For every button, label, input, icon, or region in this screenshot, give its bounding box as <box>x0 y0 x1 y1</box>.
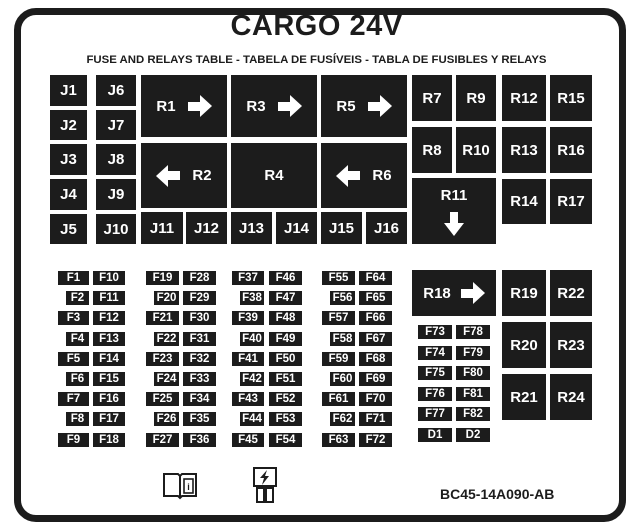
relay-r4: R4 <box>231 143 317 208</box>
connector-j16: J16 <box>366 212 407 244</box>
fuse-f72: F72 <box>359 433 392 447</box>
relay-r24: R24 <box>550 374 592 420</box>
fuse-f34: F34 <box>183 392 216 406</box>
relay-r18 <box>412 270 496 316</box>
fuse-f71: F71 <box>359 412 392 426</box>
relay-r16: R16 <box>550 127 592 173</box>
relay-r19: R19 <box>502 270 546 316</box>
fuse-f25: F25 <box>146 392 179 406</box>
fuse-f7: F7 <box>58 392 89 406</box>
fuse-f30: F30 <box>183 311 216 325</box>
fuse-f80: F80 <box>456 366 490 380</box>
fuse-f14: F14 <box>93 352 125 366</box>
relay-r6 <box>321 143 407 208</box>
fuse-f40: F40 <box>240 332 264 346</box>
fuse-f20: F20 <box>154 291 179 305</box>
fuse-f65: F65 <box>359 291 392 305</box>
fuse-f77: F77 <box>418 407 452 421</box>
fuse-f22: F22 <box>154 332 179 346</box>
fuse-f68: F68 <box>359 352 392 366</box>
connector-j7: J7 <box>96 110 136 140</box>
fuse-f5: F5 <box>58 352 89 366</box>
fuse-f60: F60 <box>330 372 355 386</box>
fuse-f73: F73 <box>418 325 452 339</box>
fuse-f15: F15 <box>93 372 125 386</box>
fuse-f44: F44 <box>240 412 264 426</box>
fuse-f58: F58 <box>330 332 355 346</box>
svg-text:i: i <box>187 482 190 492</box>
fuse-f51: F51 <box>269 372 302 386</box>
fuse-f12: F12 <box>93 311 125 325</box>
fuse-f17: F17 <box>93 412 125 426</box>
arrow-left-icon <box>156 165 180 187</box>
relay-r2-label: R2 <box>192 167 212 184</box>
fuse-f70: F70 <box>359 392 392 406</box>
relay-r15: R15 <box>550 75 592 121</box>
fuse-f4: F4 <box>66 332 89 346</box>
relay-r20: R20 <box>502 322 546 368</box>
connector-j9: J9 <box>96 179 136 210</box>
fuse-f26: F26 <box>154 412 179 426</box>
fuse-f19: F19 <box>146 271 179 285</box>
arrow-right-icon <box>278 95 302 117</box>
subtitle: FUSE AND RELAYS TABLE - TABELA DE FUSÍVEIS - TABLA DE FUSIBLES Y RELAYS <box>86 54 547 66</box>
fuse-f74: F74 <box>418 346 452 360</box>
fuse-f3: F3 <box>58 311 89 325</box>
fuse-d1: D1 <box>418 428 452 442</box>
part-code: BC45-14A090-AB <box>440 486 555 502</box>
relay-r5 <box>321 75 407 137</box>
manual-book-icon <box>162 470 198 500</box>
fuse-f31: F31 <box>183 332 216 346</box>
fuse-f11: F11 <box>93 291 125 305</box>
relay-r11 <box>412 178 496 244</box>
connector-j15: J15 <box>321 212 362 244</box>
fuse-f82: F82 <box>456 407 490 421</box>
fuse-d2: D2 <box>456 428 490 442</box>
arrow-right-icon <box>368 95 392 117</box>
fuse-f67: F67 <box>359 332 392 346</box>
connector-j6: J6 <box>96 75 136 106</box>
fuse-f69: F69 <box>359 372 392 386</box>
fuse-f57: F57 <box>322 311 355 325</box>
fuse-f48: F48 <box>269 311 302 325</box>
fuse-f53: F53 <box>269 412 302 426</box>
fuse-f2: F2 <box>66 291 89 305</box>
connector-j3: J3 <box>50 144 87 175</box>
fuse-f28: F28 <box>183 271 216 285</box>
relay-r9: R9 <box>456 75 496 121</box>
fuse-f81: F81 <box>456 387 490 401</box>
fuse-f47: F47 <box>269 291 302 305</box>
connector-j12: J12 <box>186 212 227 244</box>
fuse-f35: F35 <box>183 412 216 426</box>
fuse-f56: F56 <box>330 291 355 305</box>
fuse-f49: F49 <box>269 332 302 346</box>
relay-r5-label: R5 <box>336 97 356 115</box>
fuse-f45: F45 <box>232 433 264 447</box>
fuse-f64: F64 <box>359 271 392 285</box>
relay-r7: R7 <box>412 75 452 121</box>
connector-j8: J8 <box>96 144 136 175</box>
page-title: CARGO 24V <box>230 10 403 42</box>
connector-j10: J10 <box>96 214 136 244</box>
connector-j14: J14 <box>276 212 317 244</box>
fuse-f23: F23 <box>146 352 179 366</box>
fuse-f8: F8 <box>66 412 89 426</box>
fuse-f9: F9 <box>58 433 89 447</box>
fuse-f16: F16 <box>93 392 125 406</box>
relay-r13: R13 <box>502 127 546 173</box>
arrow-left-icon <box>336 165 360 187</box>
fuse-f43: F43 <box>232 392 264 406</box>
connector-j5: J5 <box>50 214 87 244</box>
fuse-f63: F63 <box>322 433 355 447</box>
connector-j13: J13 <box>231 212 272 244</box>
relay-r14: R14 <box>502 179 546 224</box>
fuse-f18: F18 <box>93 433 125 447</box>
relay-r17: R17 <box>550 179 592 224</box>
fuse-f79: F79 <box>456 346 490 360</box>
connector-j1: J1 <box>50 75 87 106</box>
relay-r6-label: R6 <box>372 167 392 184</box>
arrow-right-icon <box>461 282 485 304</box>
relay-r1 <box>141 75 227 137</box>
battery-fuse-icon <box>252 466 278 504</box>
arrow-right-icon <box>188 95 212 117</box>
relay-r21: R21 <box>502 374 546 420</box>
fuse-f27: F27 <box>146 433 179 447</box>
arrow-down-icon <box>444 212 464 236</box>
connector-j4: J4 <box>50 179 87 210</box>
fuse-f24: F24 <box>154 372 179 386</box>
fuse-f75: F75 <box>418 366 452 380</box>
fuse-f6: F6 <box>66 372 89 386</box>
fuse-f29: F29 <box>183 291 216 305</box>
relay-r23: R23 <box>550 322 592 368</box>
fuse-f13: F13 <box>93 332 125 346</box>
fuse-f78: F78 <box>456 325 490 339</box>
relay-r3-label: R3 <box>246 97 266 115</box>
fuse-f10: F10 <box>93 271 125 285</box>
relay-r12: R12 <box>502 75 546 121</box>
fuse-f32: F32 <box>183 352 216 366</box>
fuse-f37: F37 <box>232 271 264 285</box>
connector-j11: J11 <box>141 212 183 244</box>
fuse-f42: F42 <box>240 372 264 386</box>
fuse-f66: F66 <box>359 311 392 325</box>
fuse-f21: F21 <box>146 311 179 325</box>
fuse-f52: F52 <box>269 392 302 406</box>
fuse-f54: F54 <box>269 433 302 447</box>
fuse-f76: F76 <box>418 387 452 401</box>
relay-r2 <box>141 143 227 208</box>
fuse-f55: F55 <box>322 271 355 285</box>
relay-r3 <box>231 75 317 137</box>
fuse-f41: F41 <box>232 352 264 366</box>
fuse-f36: F36 <box>183 433 216 447</box>
fuse-f38: F38 <box>240 291 264 305</box>
fuse-f1: F1 <box>58 271 89 285</box>
fuse-f61: F61 <box>322 392 355 406</box>
relay-r22: R22 <box>550 270 592 316</box>
fuse-f59: F59 <box>322 352 355 366</box>
fuse-f33: F33 <box>183 372 216 386</box>
relay-r1-label: R1 <box>156 97 176 115</box>
relay-r18-label: R18 <box>423 284 451 302</box>
fuse-f46: F46 <box>269 271 302 285</box>
relay-r8: R8 <box>412 127 452 173</box>
fuse-f39: F39 <box>232 311 264 325</box>
relay-r11-label: R11 <box>440 186 468 204</box>
connector-j2: J2 <box>50 110 87 140</box>
relay-r10: R10 <box>456 127 496 173</box>
fuse-f50: F50 <box>269 352 302 366</box>
fuse-f62: F62 <box>330 412 355 426</box>
